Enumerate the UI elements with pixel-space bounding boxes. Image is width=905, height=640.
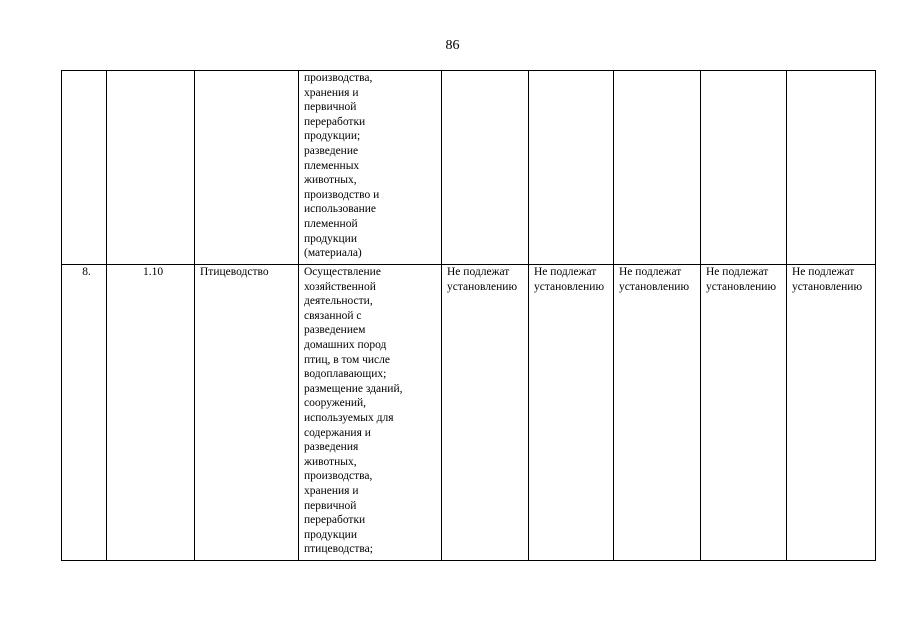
parameter-value-line: установлению <box>619 280 690 293</box>
table-body <box>62 71 876 561</box>
code-cell <box>107 71 195 265</box>
description-line: производства, <box>304 470 373 483</box>
use-type-description-cell <box>299 71 442 265</box>
parameter-cell <box>701 71 787 265</box>
description-line: первичной <box>304 499 357 512</box>
description-line: разведение <box>304 144 359 157</box>
description-line: хозяйственной <box>304 280 376 293</box>
parameter-cell <box>614 71 701 265</box>
description-line: животных, <box>304 455 357 468</box>
parameter-value-line: установлению <box>706 280 777 293</box>
description-line: продукции; <box>304 130 361 143</box>
description-line: использование <box>304 203 377 216</box>
description-line: используемых для <box>304 411 394 424</box>
parameter-value-line: Не подлежат <box>447 266 510 278</box>
description-line: разведением <box>304 324 366 337</box>
description-line: домашних пород <box>304 338 387 351</box>
description-line: хранения и <box>304 484 359 497</box>
row-number-cell <box>62 71 107 265</box>
parameter-cell <box>442 71 529 265</box>
parameter-value-line: установлению <box>447 280 518 293</box>
description-line: продукции <box>304 528 357 541</box>
parameter-value-line: Не подлежат <box>619 266 682 278</box>
description-line: связанной с <box>304 309 362 322</box>
parameter-value-line: Не подлежат <box>534 266 597 278</box>
description-line: племенных <box>304 159 360 172</box>
description-line: птиц, в том числе <box>304 353 390 366</box>
description-line: птицеводства; <box>304 543 373 556</box>
row-number-cell: 8. <box>62 265 107 561</box>
description-line: продукции <box>304 232 357 245</box>
parameter-cell <box>787 265 876 561</box>
description-line: (материала) <box>304 247 362 260</box>
description-line: первичной <box>304 101 357 114</box>
use-type-name-cell: Птицеводство <box>195 265 299 561</box>
description-line: деятельности, <box>304 295 373 308</box>
parameter-cell <box>787 71 876 265</box>
land-use-table <box>61 70 876 561</box>
parameter-value-line: установлению <box>792 280 863 293</box>
use-type-description-cell <box>299 265 442 561</box>
description-line: водоплавающих; <box>304 368 387 381</box>
description-line: производство и <box>304 188 380 201</box>
description-line: переработки <box>304 514 366 527</box>
code-cell: 1.10 <box>107 265 195 561</box>
use-type-name-cell <box>195 71 299 265</box>
parameter-cell <box>529 71 614 265</box>
page-number: 86 <box>445 38 460 53</box>
parameter-cell <box>442 265 529 561</box>
parameter-cell <box>529 265 614 561</box>
description-line: сооружений, <box>304 397 367 410</box>
description-line: размещение зданий, <box>304 382 403 395</box>
table-row <box>62 265 876 561</box>
description-line: производства, <box>304 72 373 84</box>
description-line: содержания и <box>304 426 371 439</box>
description-line: переработки <box>304 115 366 128</box>
table-row <box>62 71 876 265</box>
parameter-value-line: Не подлежат <box>706 266 769 278</box>
parameter-value-line: Не подлежат <box>792 266 855 278</box>
description-line: племенной <box>304 217 358 230</box>
description-line: хранения и <box>304 86 359 99</box>
parameter-value-line: установлению <box>534 280 605 293</box>
parameter-cell <box>614 265 701 561</box>
description-line: животных, <box>304 174 357 187</box>
description-line: разведения <box>304 441 359 454</box>
parameter-cell <box>701 265 787 561</box>
description-line: Осуществление <box>304 266 381 278</box>
